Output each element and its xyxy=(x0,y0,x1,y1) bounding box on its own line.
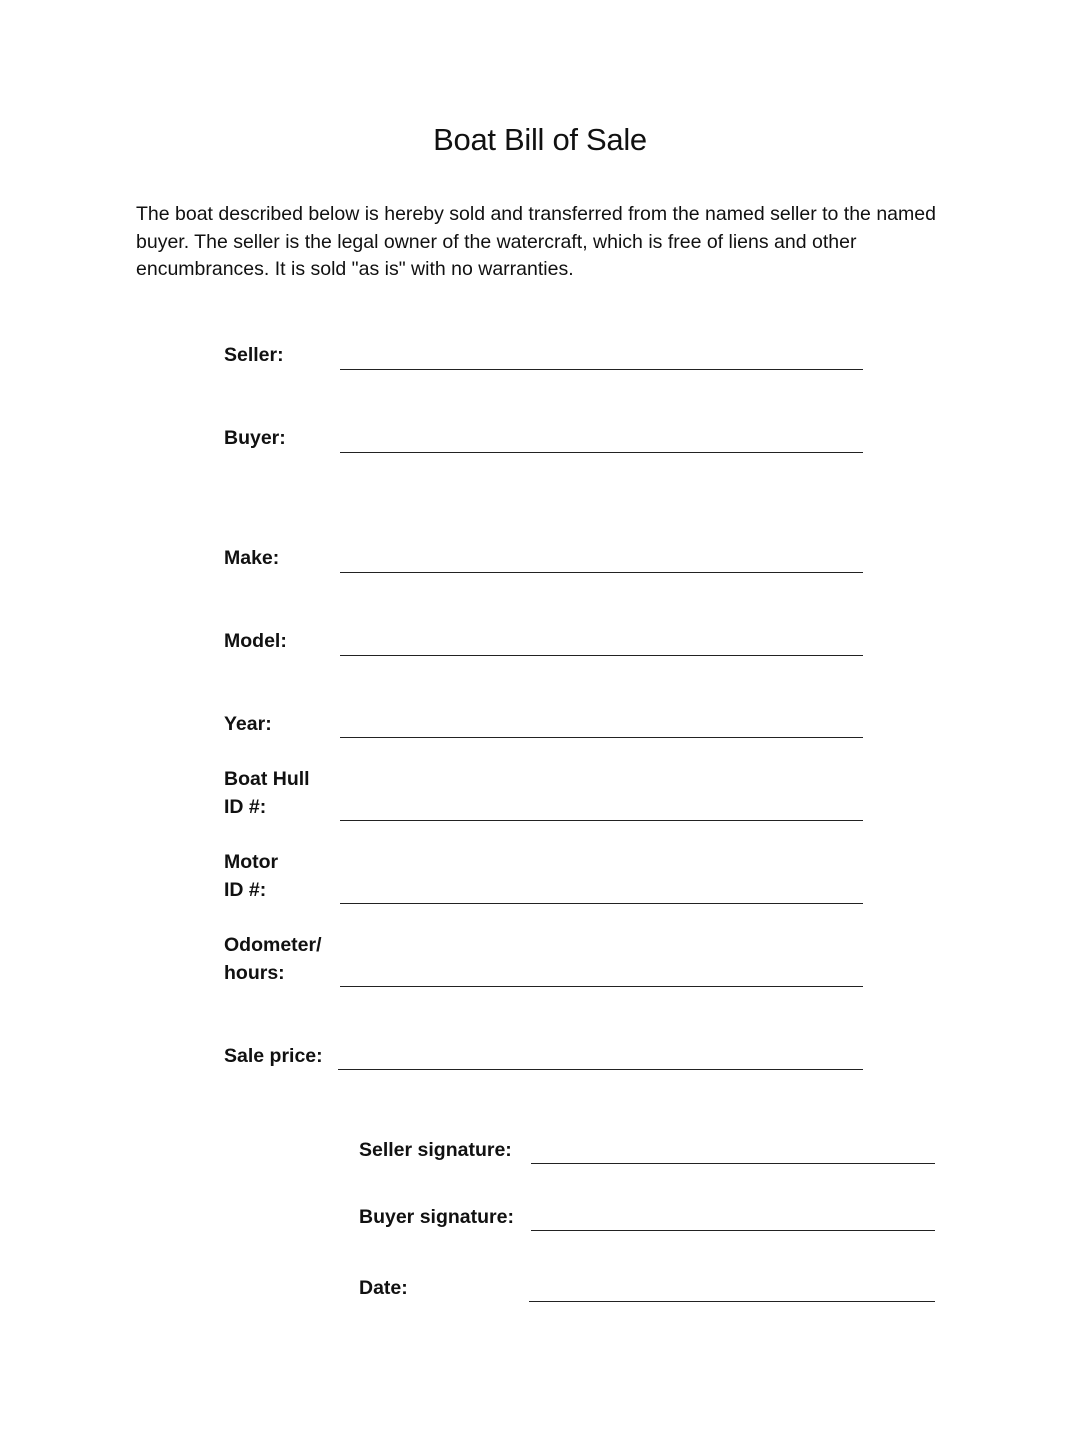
buyer-signature-field[interactable] xyxy=(531,1230,935,1231)
odometer-label-line2: hours: xyxy=(224,962,285,984)
make-label: Make: xyxy=(224,547,280,569)
motor-id-label-line1: Motor xyxy=(224,851,279,873)
seller-signature-field[interactable] xyxy=(531,1163,935,1164)
seller-label: Seller: xyxy=(224,344,284,366)
document-title: Boat Bill of Sale xyxy=(433,122,647,157)
motor-id-field[interactable] xyxy=(340,903,863,904)
year-label: Year: xyxy=(224,713,272,735)
make-field[interactable] xyxy=(340,572,863,573)
hull-id-label-line1: Boat Hull xyxy=(224,768,310,790)
buyer-label: Buyer: xyxy=(224,427,286,449)
buyer-signature-label: Buyer signature: xyxy=(359,1206,514,1228)
year-field[interactable] xyxy=(340,737,863,738)
odometer-label-line1: Odometer/ xyxy=(224,934,322,956)
seller-signature-label: Seller signature: xyxy=(359,1139,512,1161)
date-label: Date: xyxy=(359,1277,408,1299)
hull-id-label-line2: ID #: xyxy=(224,796,267,818)
odometer-field[interactable] xyxy=(340,986,863,987)
sale-price-field[interactable] xyxy=(338,1069,863,1070)
hull-id-field[interactable] xyxy=(340,820,863,821)
date-field[interactable] xyxy=(529,1301,935,1302)
seller-field[interactable] xyxy=(340,369,863,370)
motor-id-label-line2: ID #: xyxy=(224,879,267,901)
model-field[interactable] xyxy=(340,655,863,656)
intro-paragraph: The boat described below is hereby sold and transferred from the named seller to the named buyer. The seller is the legal owner of the watercraft, which is free of liens and other encumbrances. It is sold "as is" with no warranties. xyxy=(136,203,936,280)
buyer-field[interactable] xyxy=(340,452,863,453)
sale-price-label: Sale price: xyxy=(224,1045,323,1067)
model-label: Model: xyxy=(224,630,287,652)
